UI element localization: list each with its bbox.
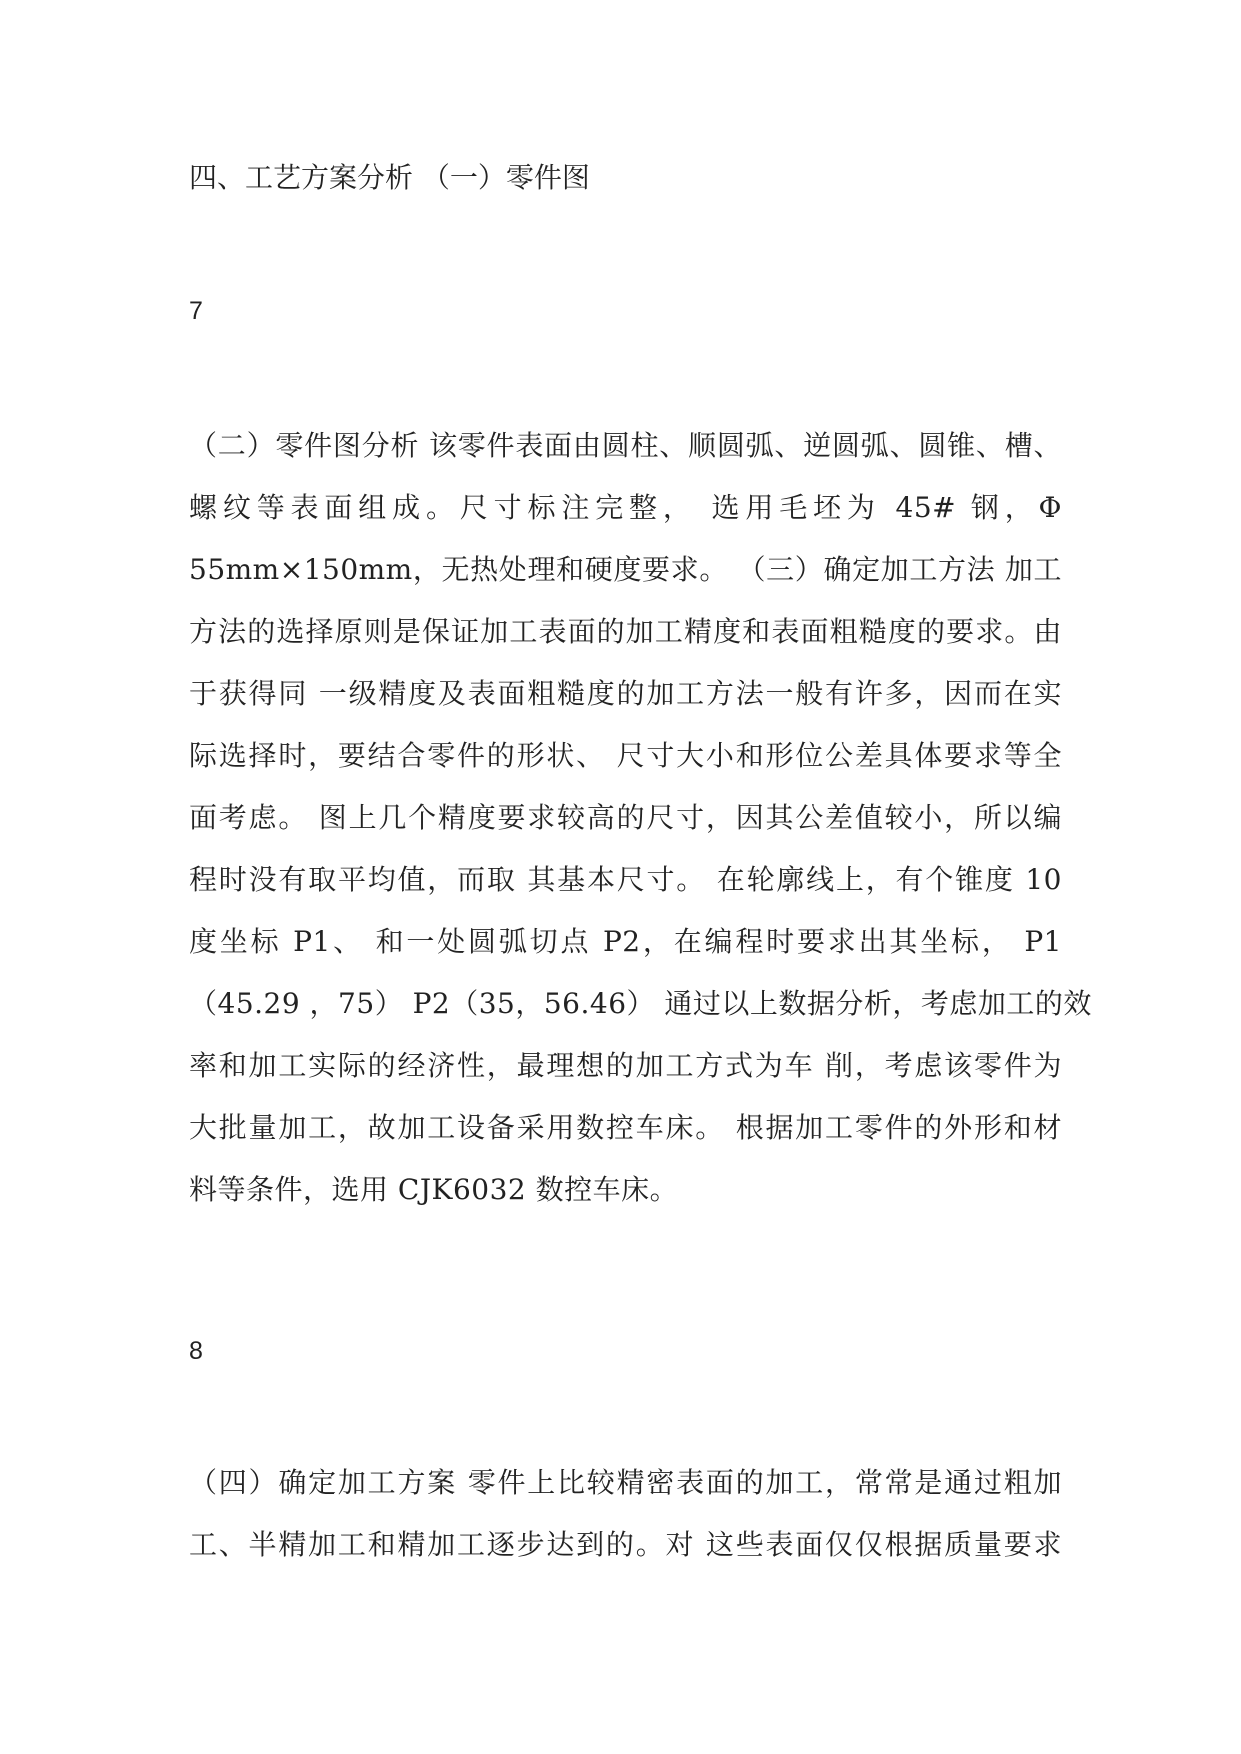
paragraph-line: 于获得同 一级精度及表面粗糙度的加工方法一般有许多，因而在实 xyxy=(189,677,1062,710)
body-paragraph xyxy=(189,1452,1062,1576)
page-number: 7 xyxy=(189,297,203,325)
body-paragraph xyxy=(189,415,1092,1221)
paragraph-line: 方法的选择原则是保证加工表面的加工精度和表面粗糙度的要求。由 xyxy=(189,615,1062,648)
page-number: 8 xyxy=(189,1337,203,1365)
paragraph-line: 率和加工实际的经济性，最理想的加工方式为车 削，考虑该零件为 xyxy=(189,1049,1062,1082)
paragraph-line: 工、半精加工和精加工逐步达到的。对 这些表面仅仅根据质量要求 xyxy=(189,1528,1062,1561)
paragraph-line: 程时没有取平均值，而取 其基本尺寸。 在轮廓线上，有个锥度 10 xyxy=(189,863,1062,896)
paragraph-line: 螺纹等表面组成。尺寸标注完整， 选用毛坯为 45# 钢，Φ xyxy=(189,491,1062,524)
paragraph-line: 度坐标 P1、 和一处圆弧切点 P2，在编程时要求出其坐标， P1 xyxy=(189,925,1062,958)
paragraph-line: （二）零件图分析 该零件表面由圆柱、顺圆弧、逆圆弧、圆锥、槽、 xyxy=(189,429,1062,462)
paragraph-line: （四）确定加工方案 零件上比较精密表面的加工，常常是通过粗加 xyxy=(189,1466,1062,1499)
paragraph-line: 料等条件，选用 CJK6032 数控车床。 xyxy=(189,1173,679,1206)
paragraph-line: 55mm×150mm，无热处理和硬度要求。 （三）确定加工方法 加工 xyxy=(189,553,1062,586)
section-heading: 四、工艺方案分析 （一）零件图 xyxy=(189,161,590,194)
paragraph-line: 大批量加工，故加工设备采用数控车床。 根据加工零件的外形和材 xyxy=(189,1111,1062,1144)
paragraph-line: 面考虑。 图上几个精度要求较高的尺寸，因其公差值较小，所以编 xyxy=(189,801,1062,834)
paragraph-line: （45.29 ，75） P2（35，56.46） 通过以上数据分析，考虑加工的效 xyxy=(189,987,1092,1020)
paragraph-line: 际选择时，要结合零件的形状、 尺寸大小和形位公差具体要求等全 xyxy=(189,739,1062,772)
